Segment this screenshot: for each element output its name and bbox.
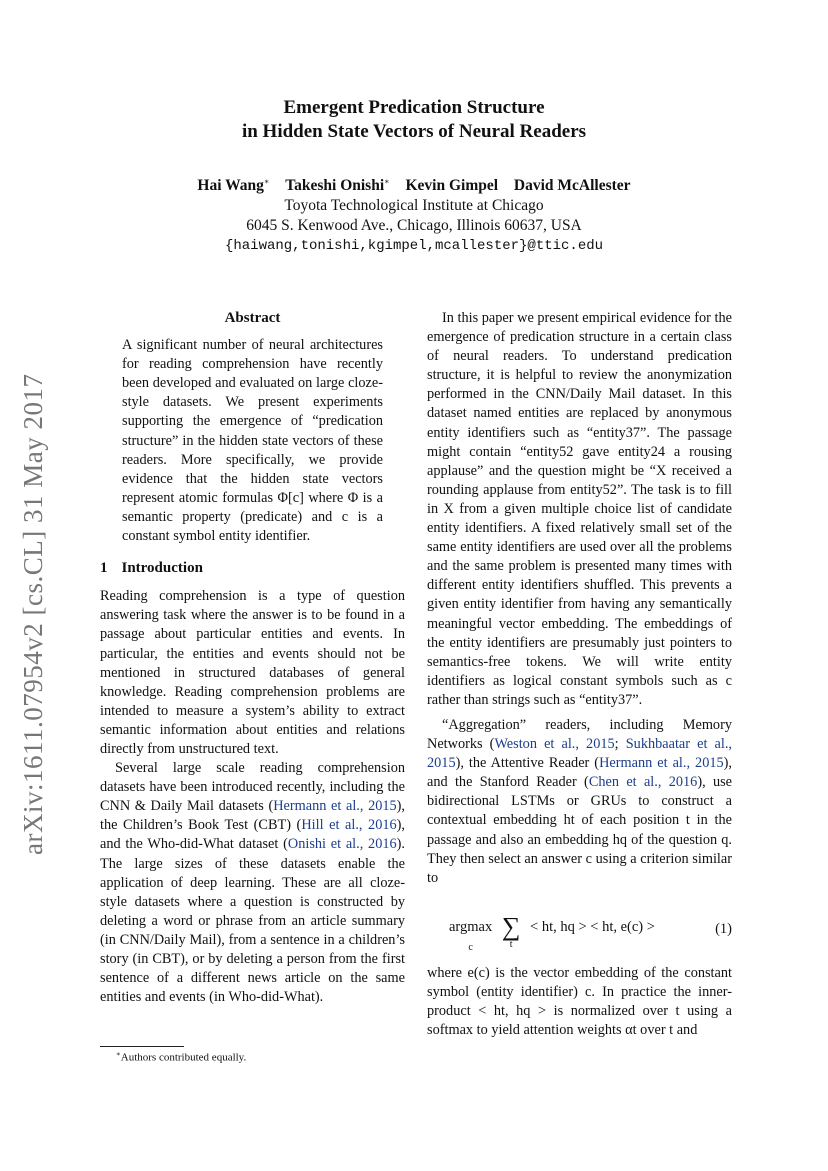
citation-link[interactable]: Sukhbaatar et al., 2015 <box>427 736 733 772</box>
left-column <box>100 309 405 1007</box>
intro-paragraph-1: Reading comprehension is a type of question answering task where the answer is to be found in a passage about particular entities and events. In particular, the entities and events should not be mentioned in structured databases of general knowledge. Reading comprehension problems are intended to measure a system’s ability to extract semantic information about entities and relations directly from unstructured text. <box>100 588 405 757</box>
right-paragraph-3: where e(c) is the vector embedding of the constant symbol (entity identifier) c. In practice the inner-product < ht, hq > is normalized over t using a softmax to yield attention weights αt over t and <box>427 964 732 1039</box>
citation-link[interactable]: Hermann et al., 2015 <box>273 798 397 815</box>
equation-body <box>449 911 655 957</box>
abstract-heading: Abstract <box>224 310 281 326</box>
author: Kevin Gimpel <box>405 177 499 195</box>
author: Takeshi Onishi∗ <box>285 177 390 195</box>
equation-operator-subscript: c <box>468 941 473 953</box>
author-block <box>0 172 828 256</box>
equation-operator: argmax <box>449 918 493 935</box>
equation-number: (1) <box>715 920 732 937</box>
address: 6045 S. Kenwood Ave., Chicago, Illinois 60637, USA <box>246 217 582 235</box>
right-paragraph-1: In this paper we present empirical evidence for the emergence of predication structure in a certain class of neural readers. To understand predication structure, it is helpful to review the anonymization performed in the CNN/Daily Mail dataset. In this dataset named entities are replaced by anonymous entity identifiers such as “entity37”. The passage might contain “entity52 gave entity24 a rousing applause” and the question might be “X received a rounding applause from entity52”. The task is to fill in X from a given multiple choice list of candidate entity identifiers. A fixed relatively small set of the same entity identifiers are used over all the problems and the same problem is presented many times with different entity identifiers shuffled. This prevents a given entity identifier from having any semantically meaningful vector embedding. The embeddings of the entity identifiers are presumably just pointers to semantics-free tokens. We will write entity identifiers as logical constant symbols such as c rather than strings such as “entity37”. <box>427 310 732 708</box>
email: {haiwang,tonishi,kgimpel,mcallester}@ttic.edu <box>224 238 604 255</box>
summation-subscript: t <box>509 938 513 950</box>
summation-symbol: ∑ <box>501 911 521 941</box>
intro-paragraph-2: Several large scale reading comprehension datasets have been introduced recently, including the CNN & Daily Mail datasets (Hermann et al., 2015), the Children’s Book Test (CBT) (Hill et al., 2016), and the Who-did-What dataset (Onishi et al., 2016). The large sizes of these datasets enable the application of deep learning. These are all cloze-style datasets where a question is constructed by deleting a word or phrase from an article summary (in CNN/Daily Mail), from a sentence in a children’s story (in CBT), or by deleting a person from the first sentence of a different news article on the same entities and events (in Who-did-What). <box>100 760 406 1006</box>
citation-link[interactable]: Onishi et al., 2016 <box>287 836 397 853</box>
affiliation: Toyota Technological Institute at Chicago <box>284 197 544 215</box>
equation-1 <box>427 904 732 956</box>
author: David McAllester <box>513 177 631 195</box>
arxiv-identifier: arXiv:1611.07954v2 [cs.CL] 31 May 2017 <box>18 373 48 855</box>
right-column <box>427 309 732 1040</box>
citation-link[interactable]: Hermann et al., 2015 <box>599 755 724 772</box>
section-heading <box>100 559 405 578</box>
citation-link[interactable]: Weston et al., 2015 <box>494 736 615 753</box>
equation-expression: < ht, hq > < ht, e(c) > <box>530 918 655 935</box>
paper-title <box>0 96 828 144</box>
abstract-text: A significant number of neural architectures for reading comprehension have recently been developed and evaluated on large cloze-style datasets. We present experiments supporting the emergence of “predication structure” in the hidden state vectors of these readers. More specifically, we provide evidence that the hidden state vectors represent atomic formulas Φ[c] where Φ is a semantic property (predicate) and c is a constant symbol entity identifier. <box>122 337 383 545</box>
author-list <box>0 172 828 196</box>
section-title: Introduction <box>121 560 203 577</box>
author: Hai Wang∗ <box>197 177 270 195</box>
citation-link[interactable]: Hill et al., 2016 <box>301 817 397 834</box>
right-paragraph-2: “Aggregation” readers, including Memory Networks (Weston et al., 2015; Sukhbaatar et al., 2015), the Attentive Reader (Hermann et al., 2015), and the Stanford Reader (Chen et al., 2016), use bidirectional LSTMs or GRUs to construct a contextual embedding ht of each position t in the passage and also an embedding hq of the question q. They then select an answer c using a criterion similar to <box>427 716 733 886</box>
citation-link[interactable]: Chen et al., 2016 <box>588 774 698 791</box>
footnote: ∗Authors contributed equally. <box>116 1050 247 1064</box>
title-line-2: in Hidden State Vectors of Neural Readers <box>241 121 587 142</box>
title-line-1: Emergent Predication Structure <box>283 97 545 118</box>
section-number: 1 <box>100 560 108 577</box>
footnote-rule <box>100 1046 184 1047</box>
